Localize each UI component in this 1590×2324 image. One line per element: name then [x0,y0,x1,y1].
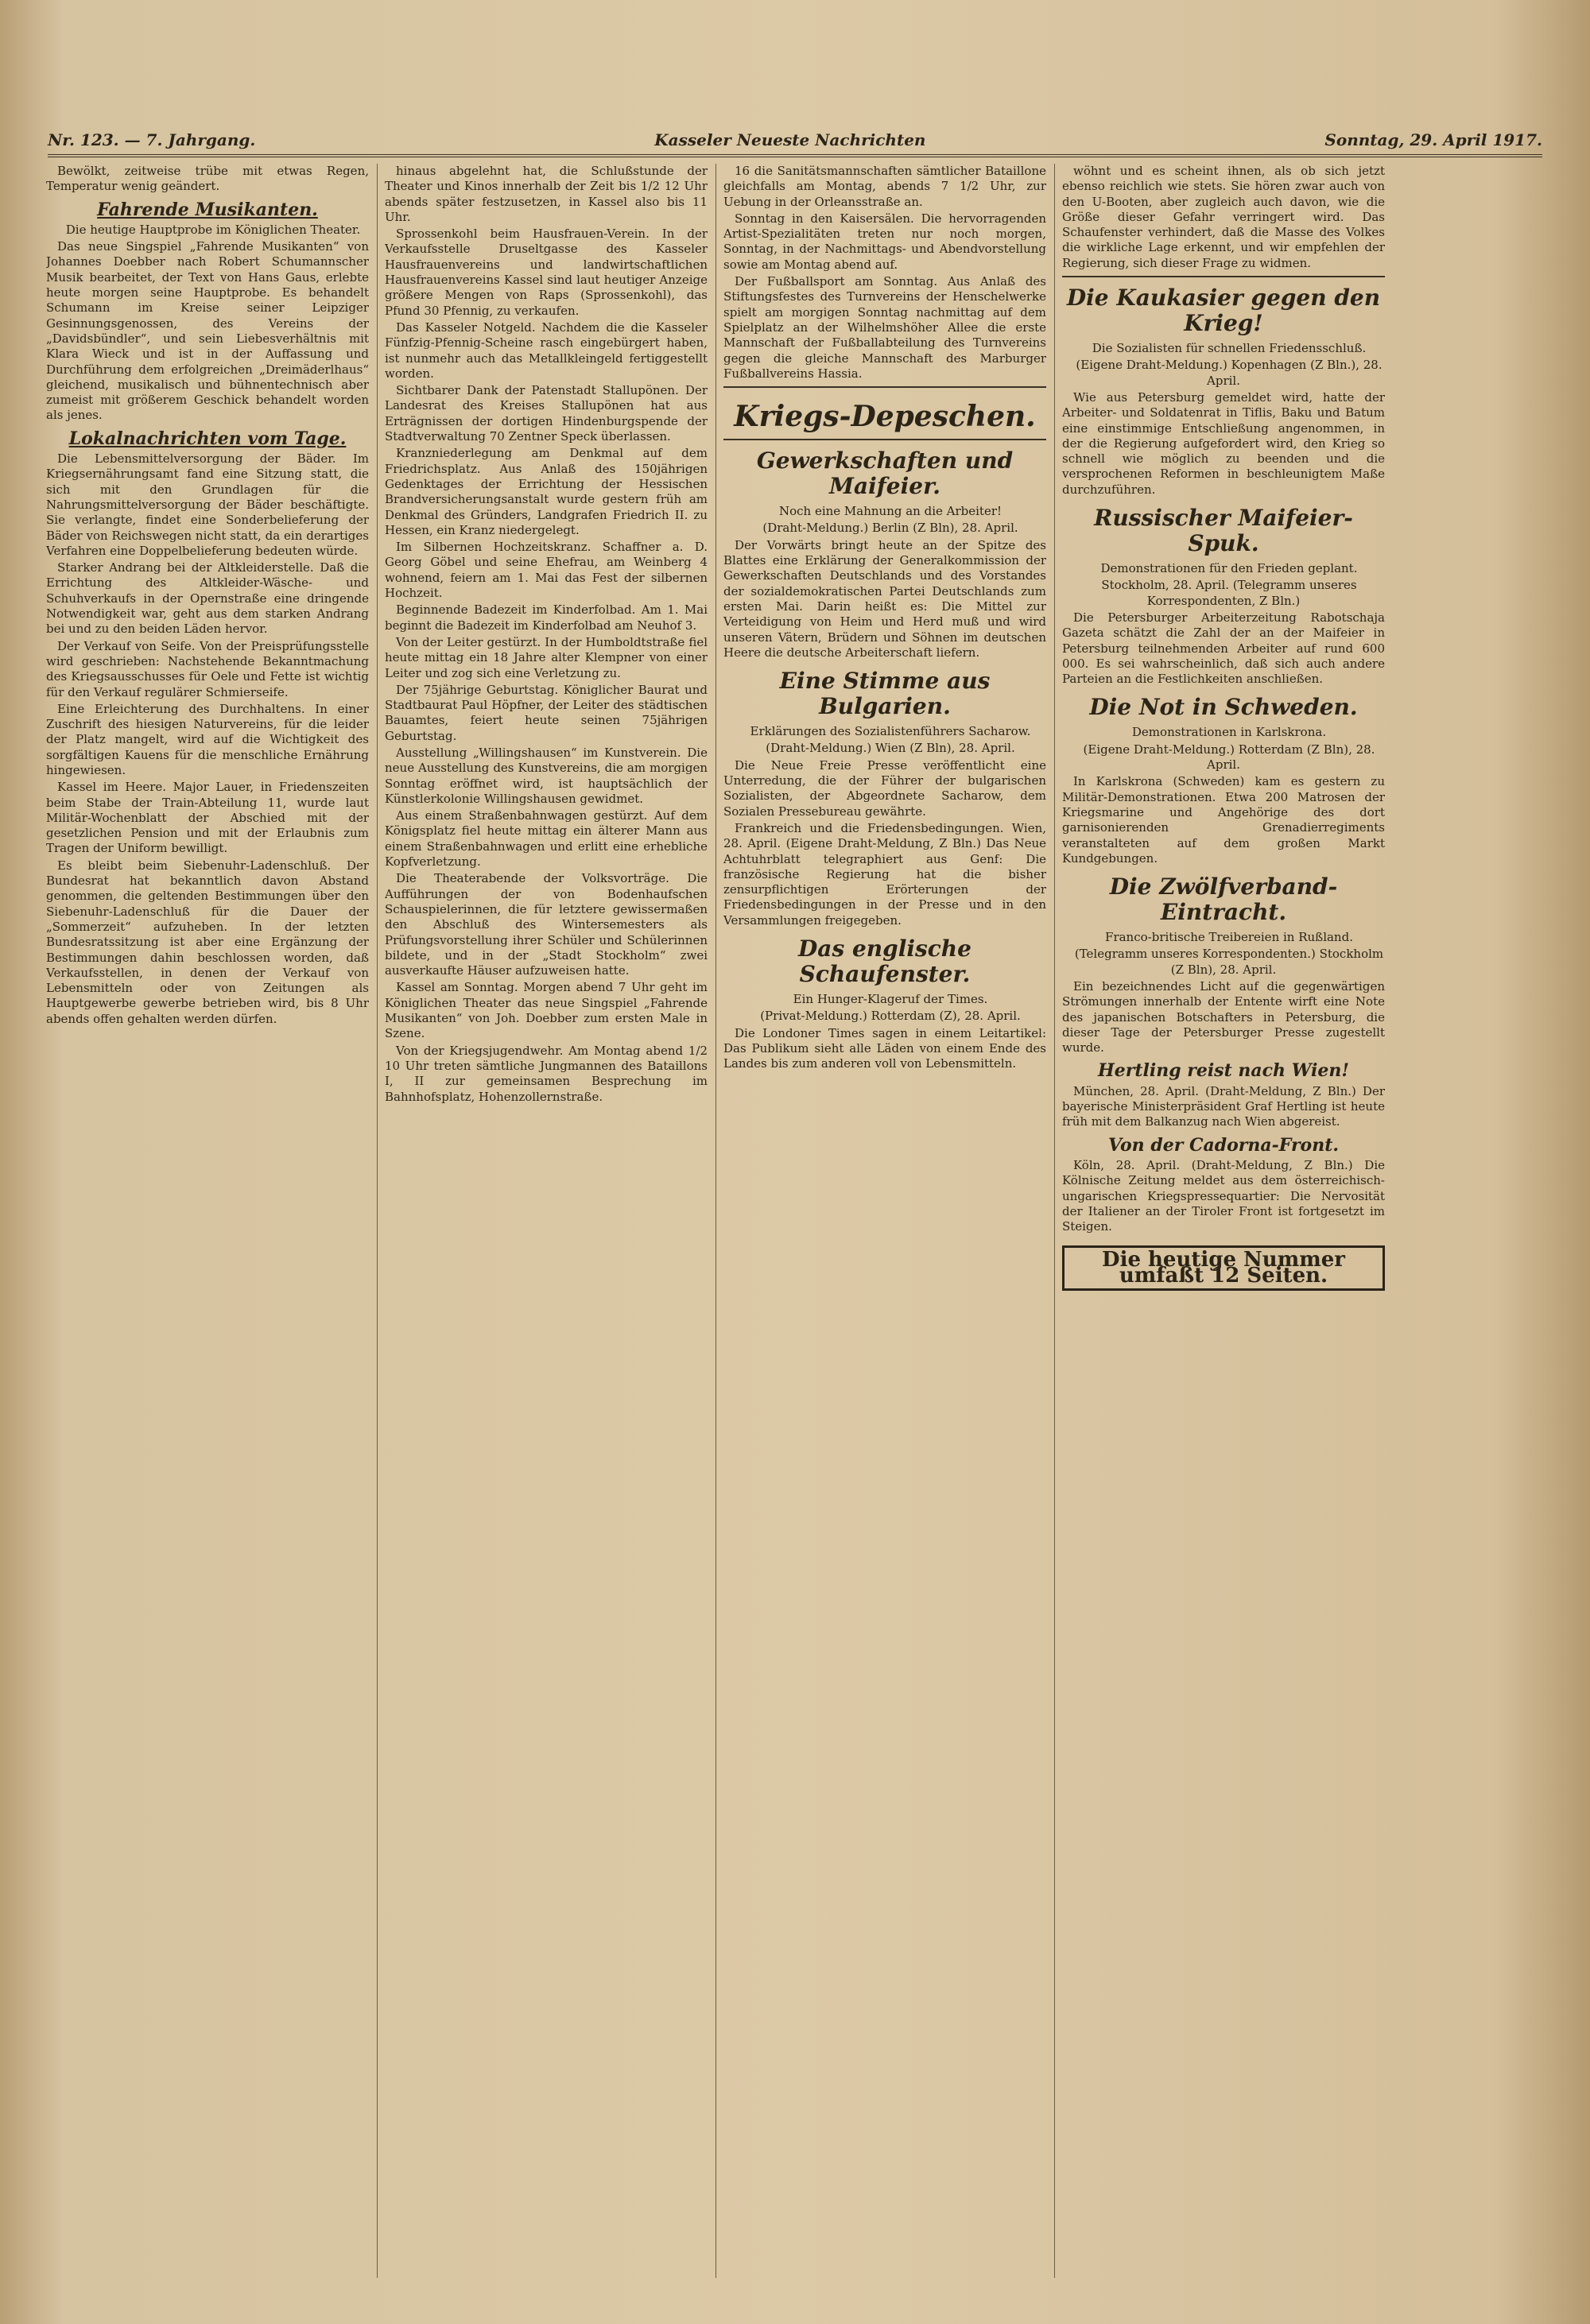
column-rule [377,164,378,2278]
dispatch-source: (Privat-Meldung.) Rotterdam (Z), 28. April. [760,1009,1021,1024]
article-text: Die Lebensmittelversorgung der Bäder. Im Kriegsernährungsamt fand eine Sitzung statt, die sich mit den Grundlagen für die Nahrungsmittelversorgung der Bäder beschäftigte. Sie verlangte, findet eine Sonderbelieferung der Bäder von Reichswegen nicht statt, da ein derartiges Verfahren eine Doppelbelieferung bedeuten würde. [46,451,369,558]
article-text: Von der Kriegsjugendwehr. Am Montag abend 1/2 10 Uhr treten sämtliche Jungmannen des Bataillons I, II zur gemeinsamen Besprechung im Bahnhofsplatz, Hohenzollernstraße. [385,1043,708,1104]
dispatch-source: (Draht-Meldung.) Berlin (Z Bln), 28. April. [762,521,1018,536]
article-text: Kassel im Heere. Major Lauer, in Friedenszeiten beim Stabe der Train-Abteilung 11, wurde laut Militär-Wochenblatt der Abschied mit der gesetzlichen Pension und mit der Erlaubnis zum Tragen der Uniform bewilligt. [46,780,369,856]
column-3 [723,164,1046,2278]
paper-title: Kasseler Neueste Nachrichten [654,130,926,149]
article-text: Im Silbernen Hochzeitskranz. Schaffner a. D. Georg Göbel und seine Ehefrau, am Weinberg 4 wohnend, feiern am 1. Mai das Fest der silbernen Hochzeit. [385,540,708,601]
column-rule [1054,164,1055,2278]
article-text: Frankreich und die Friedensbedingungen. Wien, 28. April. (Eigene Draht-Meldung, Z Bln.) Das Neue Achtuhrblatt telegraphiert aus Genf: Die französische Regierung hat die bisher zensurpflichtigen Erörterungen der Friedensbedingungen in der Presse und in den Versammlungen freigegeben. [723,820,1046,928]
divider [723,439,1046,440]
dispatch-source: (Draht-Meldung.) Wien (Z Bln), 28. April. [766,741,1015,756]
article-text: Starker Andrang bei der Altkleiderstelle. Daß die Errichtung des Altkleider-Wäsche- und Schuhverkaufs in der Opernstraße eine dringende Notwendigkeit war, geht aus dem starken Andrang bei und zu den beiden Läden hervor. [46,560,369,637]
article-subheading: Demonstrationen für den Frieden geplant. [1100,561,1358,576]
article-text: wöhnt und es scheint ihnen, als ob sich jetzt ebenso reichlich wie stets. Sie hören zwar auch von den U-Booten, aber zugleich auch davon, wie die Größe dieser Gefahr verringert wird. Das Schaufenster verhindert, daß die Masse des Volkes die wirkliche Lage erkennt, und wir empfehlen der Regierung, sich dieser Frage zu widmen. [1062,164,1385,270]
article-text: Ein bezeichnendes Licht auf die gegenwärtigen Strömungen innerhalb der Entente wirft eine Note des japanischen Botschafters in Petersburg, die dieser Tage der Petersburger Presse zugestellt wurde. [1062,978,1385,1055]
article-text: Das neue Singspiel „Fahrende Musikanten“ von Johannes Doebber nach Robert Schumannscher Musik bearbeitet, der Text von Hans Gaus, erlebte heute morgen seine Hauptprobe. Es behandelt Schumann im Kreise seiner Leipziger Gesinnungsgenossen, des Vereins der „Davidsbündler“, und sein Liebesverhältnis mit Klara Wieck und ist in der Auffassung und Durchführung dem erfolgreichen „Dreimäderlhaus“ gleichend, musikalisch und bühnentechnisch aber zumeist mit größerem Geschick behandelt worden als jenes. [46,239,369,423]
article-text: Sprossenkohl beim Hausfrauen-Verein. In der Verkaufsstelle Druseltgasse des Kasseler Hausfrauenvereins und landwirtschaftlichen Hausfrauenvereins Kassel sind laut heutiger Anzeige größere Mengen von Raps (Sprossenkohl), das Pfund 30 Pfennig, zu verkaufen. [385,227,708,318]
article-text: Der Vorwärts bringt heute an der Spitze des Blattes eine Erklärung der Generalkommission der Gewerkschaften Deutschlands und des Vorstandes der sozialdemokratischen Partei Deutschlands zum ersten Mai. Darin heißt es: Die Mittel zur Verteidigung von Heim und Herd muß und wird unseren Vätern, Brüdern und Söhnen im deutschen Heere die deutsche Arbeiterschaft liefern. [723,537,1046,660]
issue-date: Sonntag, 29. April 1917. [1324,130,1542,149]
dispatch-source: (Eigene Draht-Meldung.) Rotterdam (Z Bln), 28. April. [1083,742,1375,773]
article-text: Die Petersburger Arbeiterzeitung Rabotschaja Gazeta schätzt die Zahl der an der Maifeier in Petersburg teilnehmenden Arbeiter auf rund 600 000. Es sei wahrscheinlich, daß sich auch andere Parteien an die Festlichkeiten anschließen. [1062,610,1385,687]
article-heading: Russischer Maifeier-Spuk. [1094,505,1353,557]
article-subheading: Ein Hunger-Klageruf der Times. [793,991,988,1006]
article-heading: Die Kaukasier gegen den Krieg! [1066,285,1381,337]
article-text: In Karlskrona (Schweden) kam es gestern zu Militär-Demonstrationen. Etwa 200 Matrosen der Kriegsmarine und Angehörige des dort garnisonierenden Grenadierregiments veranstalteten auf dem großen Markt Kundgebungen. [1062,774,1385,866]
article-text: München, 28. April. (Draht-Meldung, Z Bln.) Der bayerische Ministerpräsident Graf Hertling ist heute früh mit dem Balkanzug nach Wien abgereist. [1062,1083,1385,1129]
article-subheading: Die Sozialisten für schnellen Friedensschluß. [1092,341,1367,356]
dispatch-source: (Eigene Draht-Meldung.) Kopenhagen (Z Bln.), 28. April. [1076,358,1383,388]
article-heading: Eine Stimme aus Bulgarien. [779,668,991,720]
article-subheading: Franco-britische Treibereien in Rußland. [1105,930,1353,945]
issue-number: Nr. 123. — 7. Jahrgang. [48,130,256,149]
article-text: Die Neue Freie Presse veröffentlicht eine Unterredung, die der Führer der bulgarischen Sozialisten, der Abgeordnete Sacharow, dem Sozialen Pressebureau gewährte. [723,757,1046,819]
article-text: 16 die Sanitätsmannschaften sämtlicher Bataillone gleichfalls am Montag, abends 7 1/2 Uhr, zur Uebung in der Orleansstraße an. [723,164,1046,209]
article-text: Beginnende Badezeit im Kinderfolbad. Am 1. Mai beginnt die Badezeit im Kinderfolbad am Neuhof 3. [385,602,708,633]
article-heading: Das englische Schaufenster. [798,935,971,987]
article-subheading: Noch eine Mahnung an die Arbeiter! [778,504,1002,519]
article-text: Der 75jährige Geburtstag. Königlicher Baurat und Stadtbaurat Paul Höpfner, der Leiter des städtischen Bauamtes, feiert heute seinen 75jährigen Geburtstag. [385,682,708,743]
article-text: hinaus abgelehnt hat, die Schlußstunde der Theater und Kinos innerhalb der Zeit bis 1/2 12 Uhr abends später festzusetzen, in Kassel also bis 11 Uhr. [385,164,708,224]
article-text: Kassel am Sonntag. Morgen abend 7 Uhr geht im Königlichen Theater das neue Singspiel „Fahrende Musikanten“ von Joh. Doebber zum ersten Male in Szene. [385,980,708,1041]
article-text: Aus einem Straßenbahnwagen gestürzt. Auf dem Königsplatz fiel heute mittag ein älterer Mann aus einem Straßenbahnwagen und erlitt eine erhebliche Kopfverletzung. [385,808,708,870]
divider [723,386,1046,388]
page-count-note: Die heutige Nummer umfaßt 12 Seiten. [1062,1245,1385,1291]
dispatch-source: Stockholm, 28. April. (Telegramm unseres Korrespondenten, Z Bln.) [1101,578,1357,608]
weather-report: Bewölkt, zeitweise trübe mit etwas Regen, Temperatur wenig geändert. [46,164,369,194]
article-text: Der Verkauf von Seife. Von der Preisprüfungsstelle wird geschrieben: Nachstehende Bekanntmachung des Kriegsausschusses für Oele und Fette ist wichtig für den Verkauf regulärer Schmierseife. [46,638,369,699]
article-heading: Gewerkschaften und Maifeier. [756,447,1014,500]
article-text: Die Londoner Times sagen in einem Leitartikel: Das Publikum sieht alle Läden von einem Ende des Landes bis zum anderen voll von Lebensmitteln. [723,1025,1046,1071]
article-text: Von der Leiter gestürzt. In der Humboldtstraße fiel heute mittag ein 18 Jahre alter Klempner von einer Leiter und zog sich eine Verletzung zu. [385,634,708,680]
column-2 [385,164,708,2278]
article-subheading: Demonstrationen in Karlskrona. [1131,725,1327,740]
article-subheading: Die heutige Hauptprobe im Königlichen Theater. [65,222,361,237]
article-heading: Die Not in Schweden. [1089,694,1358,721]
masthead [48,126,1542,157]
article-text: Köln, 28. April. (Draht-Meldung, Z Bln.) Die Kölnische Zeitung meldet aus dem österreichisch-ungarischen Kriegspressequartier: Die Nervosität der Italiener an der Tiroler Front ist fortgesetzt im Steigen. [1062,1157,1385,1234]
article-text: Es bleibt beim Siebenuhr-Ladenschluß. Der Bundesrat hat bekanntlich davon Abstand genommen, die geltenden Bestimmungen über den Siebenuhr-Ladenschluß für die Dauer der „Sommerzeit“ aufzuheben. In der letzten Bundesratssitzung ist aber eine Ergänzung der Bestimmungen dahin beschlossen worden, daß Verkaufsstellen, in denen der Verkauf von Lebensmitteln oder von Zeitungen als Hauptgewerbe gewerbe betrieben wird, bis 8 Uhr abends offen gehalten werden dürfen. [46,858,369,1026]
article-text: Wie aus Petersburg gemeldet wird, hatte der Arbeiter- und Soldatenrat in Tiflis, Baku und Batum eine einstimmige Entschließung angenommen, in der die Regierung aufgefordert wird, den Krieg so schnell wie möglich zu beenden und die versprochenen Reformen in beschleunigtem Maße durchzuführen. [1062,389,1385,497]
column-4 [1062,164,1385,2278]
article-text: Sichtbarer Dank der Patenstadt Stallupönen. Der Landesrat des Kreises Stallupönen hat aus Erträgnissen der dortigen Hindenburgspende der Stadtverwaltung 70 Zentner Speck überlassen. [385,383,708,444]
divider [1062,276,1385,277]
article-subheading: Erklärungen des Sozialistenführers Sacharow. [750,724,1031,739]
article-text: Kranzniederlegung am Denkmal auf dem Friedrichsplatz. Aus Anlaß des 150jährigen Gedenktages der Errichtung der Hessischen Brandversicherungsanstalt wurde gestern früh am Denkmal des Gründers, Landgrafen Friedrich II. zu Hessen, ein Kranz niedergelegt. [385,446,708,537]
article-text: Eine Erleichterung des Durchhaltens. In einer Zuschrift des hiesigen Naturvereins, für die leider der Platz mangelt, wird auf die Wichtigkeit des sorgfältigen Kauens für die menschliche Ernährung hingewiesen. [46,701,369,777]
section-heading-local-news: Lokalnachrichten vom Tage. [68,428,347,449]
section-heading-war-dispatches: Kriegs-Depeschen. [734,400,1036,434]
article-heading: Fahrende Musikanten. [97,199,318,220]
article-text: Sonntag in den Kaisersälen. Die hervorragenden Artist-Spezialitäten treten nur noch morgen, Sonntag, in der Nachmittags- und Abendvorstellung sowie am Montag abend auf. [723,211,1046,272]
article-heading: Von der Cadorna-Front. [1107,1134,1340,1156]
article-text: Das Kasseler Notgeld. Nachdem die die Kasseler Fünfzig-Pfennig-Scheine rasch eingebürgert haben, ist nunmehr auch das Metallkleingeld fertiggestellt worden. [385,320,708,381]
article-text: Ausstellung „Willingshausen“ im Kunstverein. Die neue Ausstellung des Kunstvereins, die am morgigen Sonntag eröffnet wird, ist hauptsächlich der Künstlerkolonie Willingshausen gewidmet. [385,745,708,806]
article-text: Die Theaterabende der Volksvorträge. Die Aufführungen der von Bodenhaufschen Schauspielerinnen, die für letztere gewissermaßen den Abschluß des Wintersemesters als Prüfungsvorstellung ihrer Schüler und Schülerinnen bildete, und in der „Stadt Stockholm“ zwei ausverkaufte Häuser aufzuweisen hatte. [385,871,708,978]
dispatch-source: (Telegramm unseres Korrespondenten.) Stockholm (Z Bln), 28. April. [1074,947,1384,977]
article-heading: Hertling reist nach Wien! [1097,1060,1350,1082]
article-heading: Die Zwölfverband-Eintracht. [1109,873,1338,926]
column-1 [46,164,369,2278]
article-text: Der Fußballsport am Sonntag. Aus Anlaß des Stiftungsfestes des Turnvereins der Henschelwerke spielt am morgigen Sonntag nachmittag auf dem Spielplatz an der Wilhelmshöher Allee die erste Mannschaft der Fußballabteilung des Turnvereins gegen die gleiche Mannschaft des Marburger Fußballvereins Hassia. [723,274,1046,381]
